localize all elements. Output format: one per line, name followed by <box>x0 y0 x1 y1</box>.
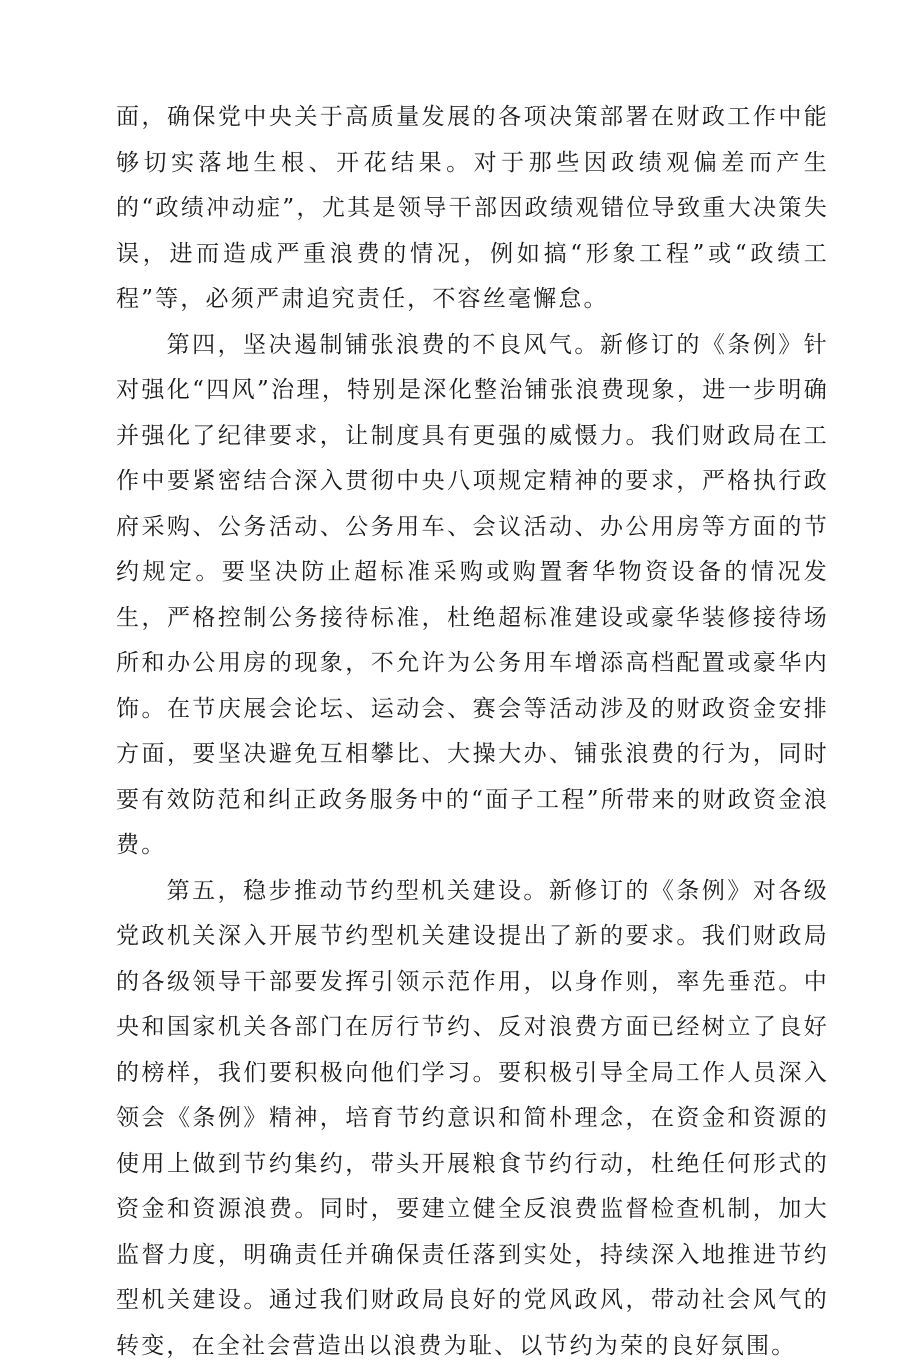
document-body <box>116 95 829 1369</box>
paragraph-continuation: 面，确保党中央关于高质量发展的各项决策部署在财政工作中能够切实落地生根、开花结果。对于那些因政绩观偏差而产生的“政绩冲动症”，尤其是领导干部因政绩观错位导致重大决策失误，进而造成严重浪费的情况，例如搞“形象工程”或“政绩工程”等，必须严肃追究责任，不容丝毫懈怠。 <box>116 95 829 323</box>
paragraph-point-four: 第四，坚决遏制铺张浪费的不良风气。新修订的《条例》针对强化“四风”治理，特别是深化整治铺张浪费现象，进一步明确并强化了纪律要求，让制度具有更强的威慑力。我们财政局在工作中要紧密结合深入贯彻中央八项规定精神的要求，严格执行政府采购、公务活动、公务用车、会议活动、办公用房等方面的节约规定。要坚决防止超标准采购或购置奢华物资设备的情况发生，严格控制公务接待标准，杜绝超标准建设或豪华装修接待场所和办公用房的现象，不允许为公务用车增添高档配置或豪华内饰。在节庆展会论坛、运动会、赛会等活动涉及的财政资金安排方面，要坚决避免互相攀比、大操大办、铺张浪费的行为，同时要有效防范和纠正政务服务中的“面子工程”所带来的财政资金浪费。 <box>116 323 829 869</box>
paragraph-point-five: 第五，稳步推动节约型机关建设。新修订的《条例》对各级党政机关深入开展节约型机关建设提出了新的要求。我们财政局的各级领导干部要发挥引领示范作用，以身作则，率先垂范。中央和国家机关各部门在厉行节约、反对浪费方面已经树立了良好的榜样，我们要积极向他们学习。要积极引导全局工作人员深入领会《条例》精神，培育节约意识和简朴理念，在资金和资源的使用上做到节约集约，带头开展粮食节约行动，杜绝任何形式的资金和资源浪费。同时，要建立健全反浪费监督检查机制，加大监督力度，明确责任并确保责任落到实处，持续深入地推进节约型机关建设。通过我们财政局良好的党风政风，带动社会风气的转变，在全社会营造出以浪费为耻、以节约为荣的良好氛围。 <box>116 869 829 1369</box>
